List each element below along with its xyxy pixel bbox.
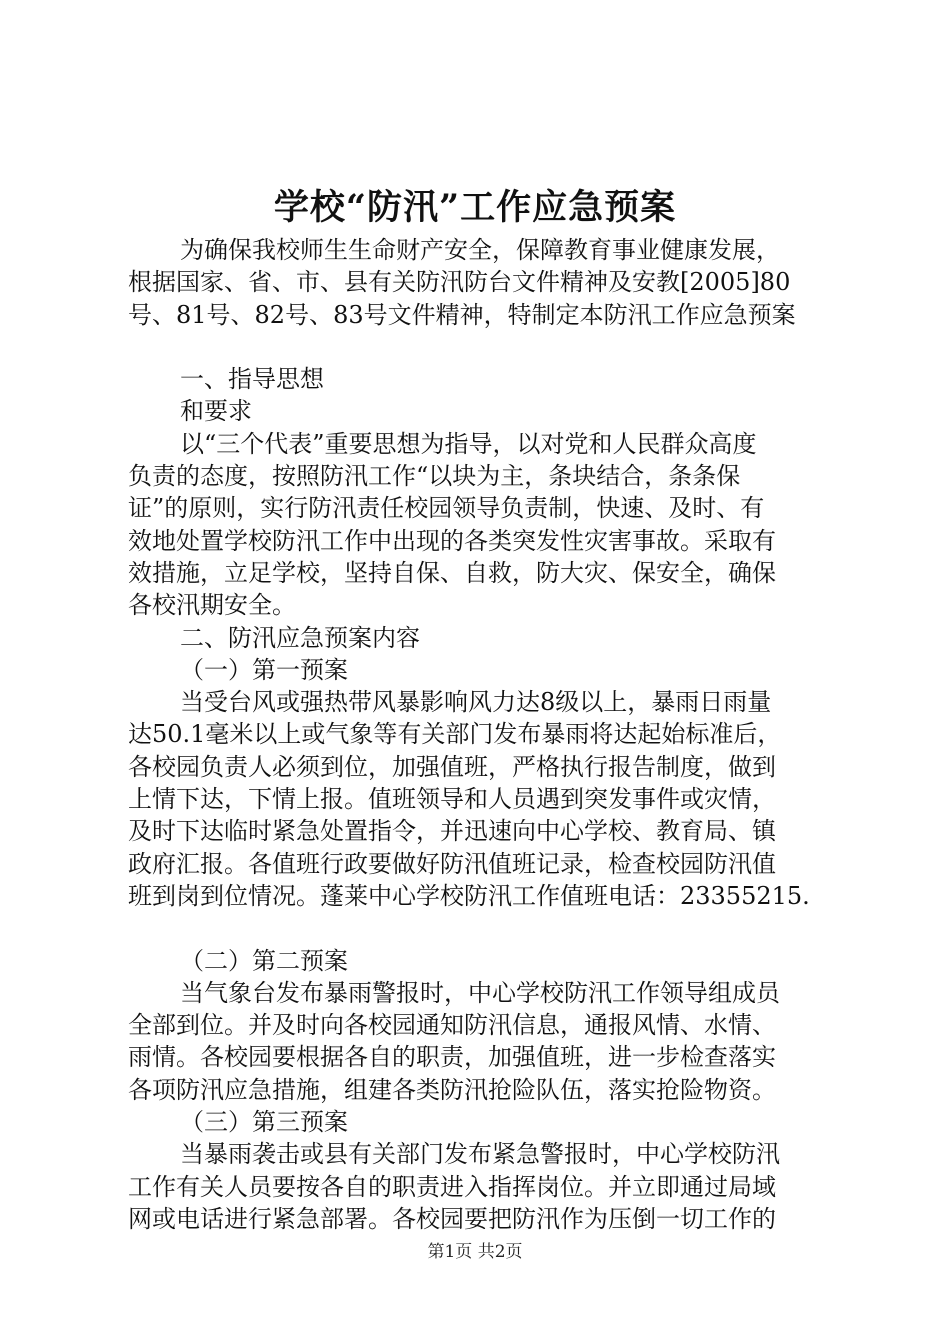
subsection-heading: （二）第二预案 (180, 946, 348, 975)
paragraph-line: 当暴雨袭击或县有关部门发布紧急警报时，中心学校防汛 (180, 1140, 780, 1169)
document-title: 学校“防汛”工作应急预案 (273, 187, 677, 228)
paragraph-line: 上情下达，下情上报。值班领导和人员遇到突发事件或灾情， (128, 785, 776, 814)
blank-line (128, 331, 832, 363)
paragraph-line: 负责的态度，按照防汛工作“以块为主，条块结合，条条保 (128, 462, 741, 491)
paragraph-line: 达50.1毫米以上或气象等有关部门发布暴雨将达起始标准后， (128, 720, 782, 749)
subsection-heading: （一）第一预案 (180, 655, 348, 684)
paragraph-line: 各校汛期安全。 (128, 591, 296, 620)
paragraph-line: 效措施，立足学校，坚持自保、自救，防大灾、保安全，确保 (128, 558, 776, 587)
paragraph-line: 各项防汛应急措施，组建各类防汛抢险队伍，落实抢险物资。 (128, 1075, 776, 1104)
paragraph-line: 各校园负责人必须到位，加强值班，严格执行报告制度，做到 (128, 752, 776, 781)
blank-line (128, 912, 832, 944)
paragraph-line: 根据国家、省、市、县有关防汛防台文件精神及安教[2005]80 (128, 268, 791, 297)
paragraph-line: 为确保我校师生生命财产安全，保障教育事业健康发展， (180, 236, 780, 264)
paragraph-line: 班到岗到位情况。蓬莱中心学校防汛工作值班电话：23355215. (128, 881, 810, 910)
section-heading-continuation: 和要求 (180, 397, 252, 426)
subsection-heading: （三）第三预案 (180, 1108, 348, 1137)
page-footer: 第1页 共2页 (427, 1242, 523, 1262)
paragraph-line: 全部到位。并及时向各校园通知防汛信息，通报风情、水情、 (128, 1011, 776, 1040)
paragraph-line: 及时下达临时紧急处置指令，并迅速向中心学校、教育局、镇 (128, 817, 776, 846)
paragraph-line: 当受台风或强热带风暴影响风力达8级以上，暴雨日雨量 (180, 688, 772, 717)
section-heading: 一、指导思想 (180, 365, 324, 394)
paragraph-line: 雨情。各校园要根据各自的职责，加强值班，进一步检查落实 (128, 1043, 776, 1072)
section-heading: 二、防汛应急预案内容 (180, 623, 420, 652)
paragraph-line: 号、81号、82号、83号文件精神，特制定本防汛工作应急预案 (128, 300, 796, 329)
paragraph-line: 工作有关人员要按各自的职责进入指挥岗位。并立即通过局域 (128, 1172, 776, 1201)
paragraph-line: 网或电话进行紧急部署。各校园要把防汛作为压倒一切工作的 (128, 1204, 776, 1233)
paragraph-line: 当气象台发布暴雨警报时，中心学校防汛工作领导组成员 (180, 978, 780, 1007)
paragraph-line: 效地处置学校防汛工作中出现的各类突发性灾害事故。采取有 (128, 526, 776, 555)
paragraph-line: 证”的原则，实行防汛责任校园领导负责制，快速、及时、有 (128, 494, 765, 523)
document-body (128, 234, 832, 1235)
paragraph-line: 以“三个代表”重要思想为指导，以对党和人民群众高度 (180, 429, 757, 458)
paragraph-line: 政府汇报。各值班行政要做好防汛值班记录，检查校园防汛值 (128, 849, 776, 878)
